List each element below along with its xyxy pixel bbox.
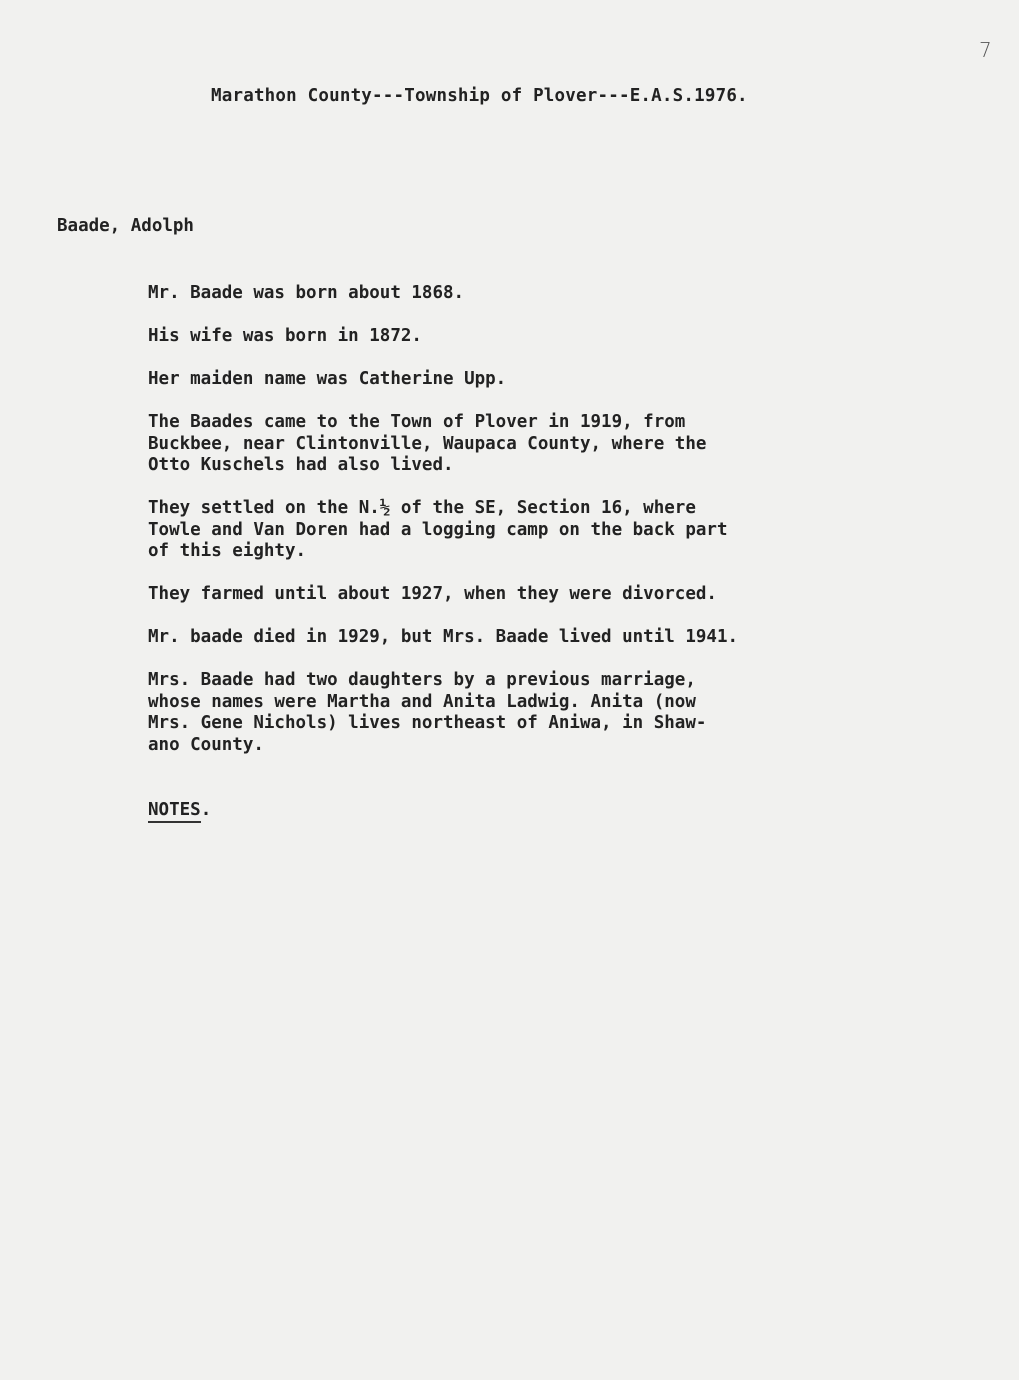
paragraph-maiden-name bbox=[148, 369, 968, 391]
notes-label: NOTES bbox=[148, 800, 201, 823]
paragraph-line: Buckbee, near Clintonville, Waupaca County, where the bbox=[148, 433, 707, 454]
paragraph-birth bbox=[148, 283, 968, 305]
paragraph-line: The Baades came to the Town of Plover in 1919, from bbox=[148, 412, 686, 432]
paragraph-line: of this eighty. bbox=[148, 541, 307, 561]
paragraph-line: whose names were Martha and Anita Ladwig. Anita (now bbox=[148, 691, 696, 712]
paragraph-line: They farmed until about 1927, when they were divorced. bbox=[148, 584, 717, 604]
paragraph-deaths bbox=[148, 627, 968, 649]
paragraph-line: Mr. Baade was born about 1868. bbox=[148, 283, 465, 303]
paragraph-line: Otto Kuschels had also lived. bbox=[148, 455, 454, 475]
paragraph-line: They settled on the N.½ of the SE, Section 16, where bbox=[148, 498, 696, 518]
paragraph-line: Mrs. Gene Nichols) lives northeast of Aniwa, in Shaw- bbox=[148, 713, 707, 733]
document-header: Marathon County---Township of Plover---E.A.S.1976. bbox=[211, 86, 748, 106]
subject-name: Baade, Adolph bbox=[57, 216, 194, 236]
paragraph-arrival bbox=[148, 412, 968, 477]
page-number: 7 bbox=[979, 38, 992, 62]
paragraph-wife-birth bbox=[148, 326, 968, 348]
paragraph-line: His wife was born in 1872. bbox=[148, 326, 422, 346]
paragraph-farming bbox=[148, 584, 968, 606]
paragraph-settlement bbox=[148, 498, 968, 563]
notes-suffix: . bbox=[200, 800, 212, 820]
notes-heading bbox=[148, 800, 211, 820]
paragraph-daughters bbox=[148, 670, 968, 756]
paragraph-line: Mr. baade died in 1929, but Mrs. Baade lived until 1941. bbox=[148, 627, 739, 647]
paragraph-line: Her maiden name was Catherine Upp. bbox=[148, 369, 507, 389]
paragraph-line: Mrs. Baade had two daughters by a previous marriage, bbox=[148, 670, 696, 690]
paragraph-line: ano County. bbox=[148, 734, 264, 755]
paragraph-line: Towle and Van Doren had a logging camp on the back part bbox=[148, 519, 728, 540]
